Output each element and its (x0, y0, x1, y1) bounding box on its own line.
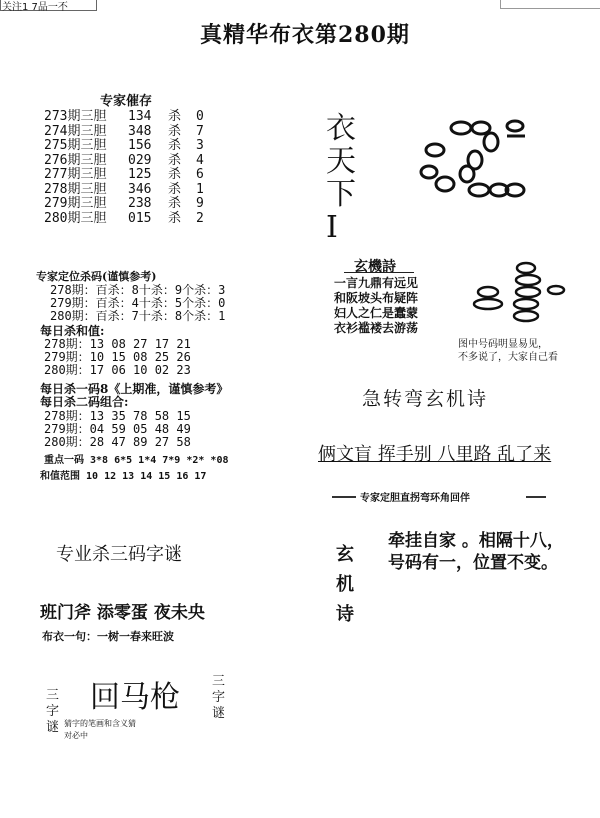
expert-kill-digit: 3 (196, 138, 204, 153)
expert-kill-label: 杀 (168, 152, 182, 168)
xuan-title: 玄機詩 (354, 259, 396, 275)
expert-period: 276期三胆 (44, 152, 107, 168)
small-note-2: 对必中 (64, 731, 88, 740)
expert-kill-digit: 7 (196, 123, 204, 139)
expert-nums: 015 (128, 210, 152, 226)
expert-nums: 134 (128, 109, 152, 124)
yi-tianxia-vertical: 衣天下I (326, 111, 356, 245)
xuan-ji-vertical: 玄机诗 (336, 544, 354, 625)
expert-kill-digit: 2 (196, 210, 204, 226)
dash-right (526, 496, 546, 498)
big-riddle: 回马枪 (90, 680, 180, 715)
expert-kill-digit: 9 (196, 196, 204, 211)
hui-title: 急转弯玄机诗 (362, 388, 489, 410)
expert-kill-digit: 6 (196, 167, 204, 182)
buyi-line: 布衣一句：一树一春来旺波 (42, 630, 174, 643)
idiom-line: 俩文盲 挥手别 八里路 乱了来 (318, 444, 552, 465)
poem-line: 一言九鼎有远见 (334, 276, 419, 290)
expert-nums: 348 (128, 123, 152, 139)
expert-period: 274期三胆 (44, 123, 107, 139)
expert-kill-label: 杀 (168, 167, 182, 182)
expert-nums: 156 (128, 138, 152, 153)
kill1-head: 每日杀一码8《上期准，谨慎参考》 (40, 382, 229, 396)
clue-lines (388, 530, 564, 574)
three-char-riddle-right: 三字谜 (212, 674, 226, 721)
riddle-line: 班门斧 添零蛋 夜未央 (40, 603, 205, 623)
position-rows (50, 284, 225, 323)
expert-kill-label: 杀 (168, 123, 182, 139)
top-right-frame (500, 0, 600, 9)
page-title: 真精华布衣第280期 (200, 22, 410, 48)
expert-kill-label: 杀 (168, 138, 182, 153)
expert-period: 278期三胆 (44, 181, 107, 197)
expert-kill-digit: 0 (196, 109, 204, 124)
position-head: 专家定位杀码(谨慎参考) (36, 270, 157, 283)
expert-kill-label: 杀 (168, 196, 182, 211)
clue-line: 号码有一，位置不变。 (388, 553, 558, 573)
position-row: 278期：百杀：8十杀：9个杀：3 (50, 283, 226, 297)
expert-kill-label: 杀 (168, 181, 182, 197)
expert-period: 275期三胆 (44, 138, 107, 153)
expert-period: 277期三胆 (44, 167, 107, 182)
small-note-1: 猜字的笔画和含义猜 (64, 719, 136, 728)
sum-row: 278期：13 08 27 17 21 (44, 337, 191, 351)
clue-line: 牵挂自家 。相隔十八， (388, 531, 564, 551)
caption-1: 图中号码明显易见， (458, 339, 548, 350)
expert-period: 273期三胆 (44, 109, 107, 124)
expert-nums: 125 (128, 167, 152, 182)
expert-kill-digit: 1 (196, 181, 204, 197)
poem (334, 276, 418, 336)
riddle-head: 专业杀三码字谜 (56, 544, 182, 565)
expert-head: 专家催存 (100, 94, 153, 109)
kill2-row: 278期：13 35 78 58 15 (44, 409, 191, 423)
expert-kill-label: 杀 (168, 210, 182, 226)
position-row: 280期：百杀：7十杀：8个杀：1 (50, 309, 226, 323)
caption-2: 不多说了，大家自己看 (458, 352, 558, 363)
kill2-row: 279期：04 59 05 48 49 (44, 422, 191, 436)
expert-nums: 029 (128, 152, 152, 168)
range-line: 和值范围 10 12 13 14 15 16 17 (40, 471, 207, 482)
kill2-row: 280期：28 47 89 27 58 (44, 435, 191, 449)
number-doodle-icon (415, 112, 535, 212)
heavy-line: 重点一码 3*8 6*5 1*4 7*9 *2* *08 (44, 455, 229, 466)
expert-period: 280期三胆 (44, 210, 107, 226)
expert-nums: 346 (128, 181, 152, 197)
kill2-head: 每日杀二码组合: (40, 395, 129, 409)
expert-nums: 238 (128, 196, 152, 211)
top-label: 关注1 7品一不 (2, 2, 68, 13)
sum-row: 280期：17 06 10 02 23 (44, 363, 191, 377)
dash-left (332, 496, 356, 498)
sum-head: 每日杀和值: (40, 324, 105, 338)
expert-line: 专家定胆直拐弯环角回伴 (360, 493, 470, 504)
poem-line: 衣衫褴褛去游荡 (334, 321, 419, 335)
sum-rows (44, 338, 191, 377)
expert-kill-digit: 4 (196, 152, 204, 168)
position-row: 279期：百杀：4十杀：5个杀：0 (50, 296, 226, 310)
coin-stack-icon (470, 258, 570, 338)
three-char-riddle-left: 三字谜 (46, 688, 60, 735)
poem-line: 妇人之仁是蠢蒙 (334, 306, 419, 320)
kill2-rows (44, 410, 191, 449)
expert-period: 279期三胆 (44, 196, 107, 211)
sum-row: 279期：10 15 08 25 26 (44, 350, 191, 364)
poem-line: 和阪坡头布疑阵 (334, 291, 419, 305)
expert-kill-label: 杀 (168, 109, 182, 124)
